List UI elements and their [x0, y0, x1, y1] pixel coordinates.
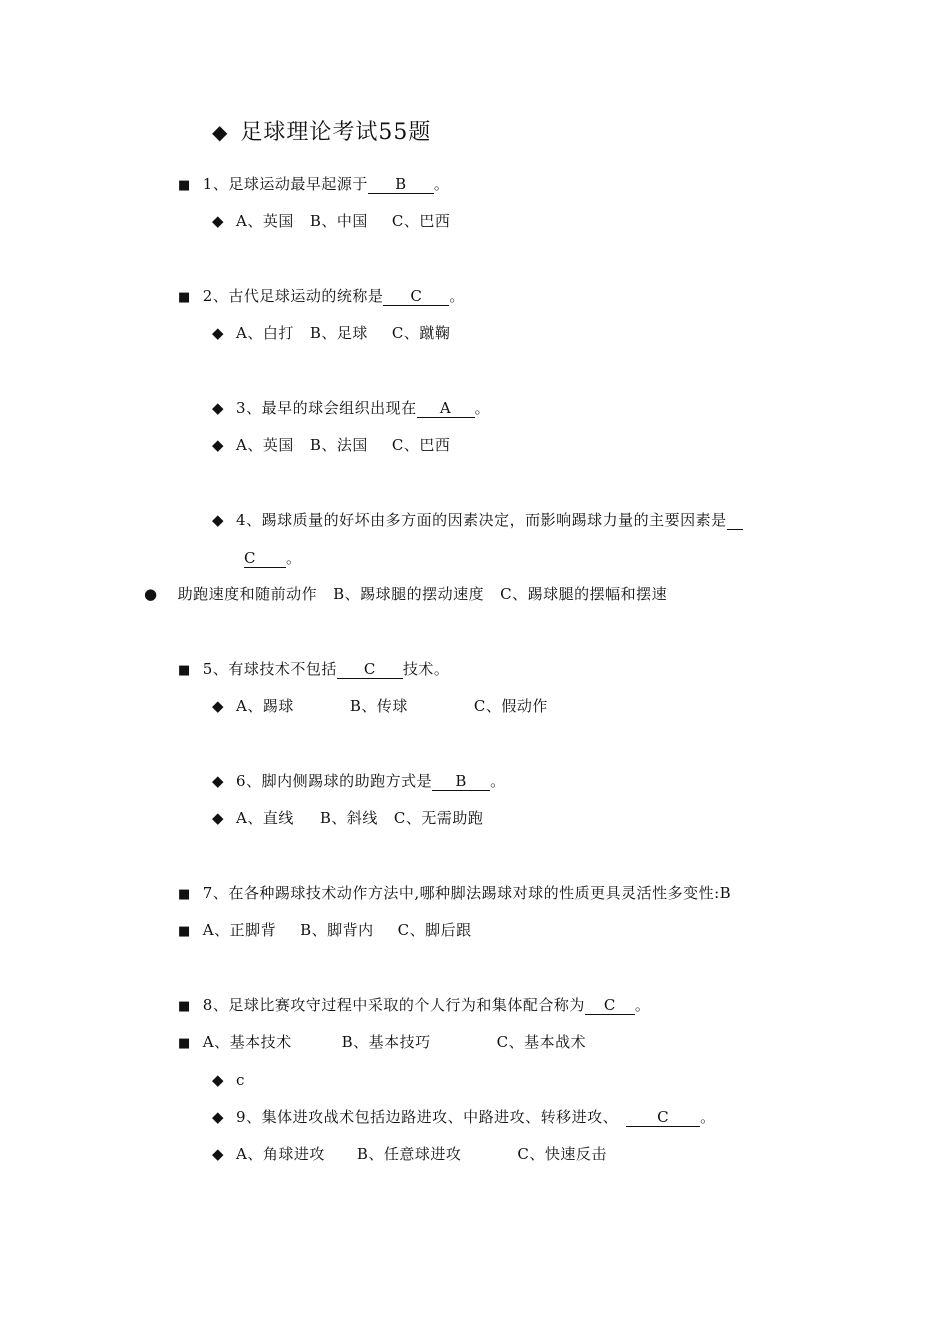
square-bullet-icon: ■ — [178, 178, 191, 193]
option-c: C、蹴鞠 — [391, 324, 451, 342]
question-6-options — [212, 808, 483, 828]
dot-bullet-icon: ● — [144, 585, 158, 603]
diamond-bullet-icon: ◆ — [212, 399, 225, 417]
option-c: C、脚后跟 — [397, 921, 472, 939]
diamond-bullet-icon: ◆ — [212, 324, 225, 342]
option-c: C、巴西 — [391, 212, 451, 230]
question-8-note — [212, 1070, 245, 1090]
option-b: B、传球 — [349, 697, 408, 715]
option-a: A、白打 — [236, 324, 294, 342]
question-4-text: 4、踢球质量的好坏由多方面的因素决定，而影响踢球力量的主要因素是 — [236, 511, 727, 529]
question-3-options — [212, 435, 450, 455]
option-c: C、巴西 — [391, 436, 451, 454]
note-text: c — [236, 1071, 245, 1089]
question-1 — [178, 174, 449, 196]
option-b: B、任意球进攻 — [356, 1145, 462, 1163]
diamond-bullet-icon: ◆ — [212, 1108, 225, 1126]
question-2-end: 。 — [449, 287, 465, 305]
option-b: B、中国 — [309, 212, 368, 230]
page-title: 足球理论考试55题 — [240, 120, 432, 145]
question-3-end: 。 — [474, 399, 491, 417]
option-a: A、直线 — [236, 809, 294, 827]
diamond-bullet-icon: ◆ — [212, 1145, 225, 1163]
question-7-text: 7、在各种踢球技术动作方法中,哪种脚法踢球对球的性质更具灵活性多变性:B — [202, 884, 732, 902]
diamond-bullet-icon: ◆ — [212, 212, 225, 230]
square-bullet-icon: ■ — [178, 999, 191, 1014]
option-b: B、斜线 — [319, 809, 378, 827]
question-9-end: 。 — [700, 1108, 716, 1126]
option-c: C、快速反击 — [517, 1145, 607, 1163]
option-a: A、踢球 — [236, 697, 294, 715]
question-9-answer: C — [626, 1109, 700, 1127]
question-7-options — [178, 920, 472, 942]
question-5 — [178, 659, 449, 681]
option-b: B、脚背内 — [300, 921, 374, 939]
square-bullet-icon: ■ — [178, 290, 191, 305]
diamond-bullet-icon: ◆ — [212, 697, 225, 715]
question-4-answer-row — [244, 548, 302, 568]
question-8 — [178, 995, 650, 1017]
question-1-end: 。 — [433, 175, 450, 193]
question-6-text: 6、脚内侧踢球的助跑方式是 — [236, 772, 433, 790]
option-b: B、踢球腿的摆动速度 — [333, 585, 485, 603]
option-a: A、英国 — [236, 436, 294, 454]
square-bullet-icon: ■ — [178, 1036, 191, 1051]
question-2 — [178, 286, 465, 308]
question-4 — [212, 510, 743, 530]
option-b: B、基本技巧 — [341, 1033, 431, 1051]
question-9-options — [212, 1144, 607, 1164]
diamond-bullet-icon: ◆ — [212, 1071, 225, 1089]
option-b: B、法国 — [309, 436, 368, 454]
question-6-answer: B — [432, 773, 490, 791]
question-8-answer: C — [585, 997, 635, 1015]
question-6 — [212, 771, 506, 791]
diamond-bullet-icon: ◆ — [212, 511, 225, 529]
option-a: A、正脚背 — [202, 921, 277, 939]
question-4-options — [144, 584, 667, 604]
option-a: A、英国 — [236, 212, 294, 230]
diamond-bullet-icon: ◆ — [212, 809, 225, 827]
question-2-answer: C — [383, 288, 449, 306]
square-bullet-icon: ■ — [178, 887, 191, 902]
square-bullet-icon: ■ — [178, 924, 191, 939]
question-3-answer: A — [417, 400, 475, 418]
option-c: C、基本战术 — [496, 1033, 587, 1051]
question-8-end: 。 — [634, 996, 651, 1014]
question-1-options — [212, 211, 450, 231]
question-8-options — [178, 1032, 586, 1054]
question-1-text: 1、足球运动最早起源于 — [202, 175, 368, 193]
page-title-row — [212, 118, 431, 147]
option-b: B、足球 — [309, 324, 368, 342]
question-4-answer-line — [727, 512, 743, 530]
question-5-text: 5、有球技术不包括 — [202, 660, 337, 678]
option-a: A、角球进攻 — [236, 1145, 325, 1163]
question-2-text: 2、古代足球运动的统称是 — [202, 287, 384, 305]
question-7 — [178, 883, 731, 905]
option-c: C、无需助跑 — [393, 809, 484, 827]
diamond-bullet-icon: ◆ — [212, 772, 225, 790]
question-4-end: 。 — [286, 549, 302, 567]
option-a: 助跑速度和随前动作 — [177, 585, 318, 603]
question-4-answer: C — [244, 550, 286, 568]
question-6-end: 。 — [490, 772, 506, 790]
question-2-options — [212, 323, 450, 343]
square-bullet-icon: ■ — [178, 663, 191, 678]
question-9 — [212, 1107, 716, 1127]
diamond-bullet-icon: ◆ — [212, 120, 229, 144]
question-5-answer: C — [337, 661, 403, 679]
question-5-options — [212, 696, 548, 716]
question-3 — [212, 398, 490, 418]
question-8-text: 8、足球比赛攻守过程中采取的个人行为和集体配合称为 — [202, 996, 585, 1014]
question-9-text: 9、集体进攻战术包括边路进攻、中路进攻、转移进攻、 — [236, 1108, 619, 1126]
diamond-bullet-icon: ◆ — [212, 436, 225, 454]
option-a: A、基本技术 — [202, 1033, 292, 1051]
question-5-end: 技术。 — [402, 660, 450, 678]
question-1-answer: B — [368, 176, 434, 194]
question-3-text: 3、最早的球会组织出现在 — [236, 399, 417, 417]
option-c: C、踢球腿的摆幅和摆速 — [500, 585, 668, 603]
option-c: C、假动作 — [473, 697, 548, 715]
